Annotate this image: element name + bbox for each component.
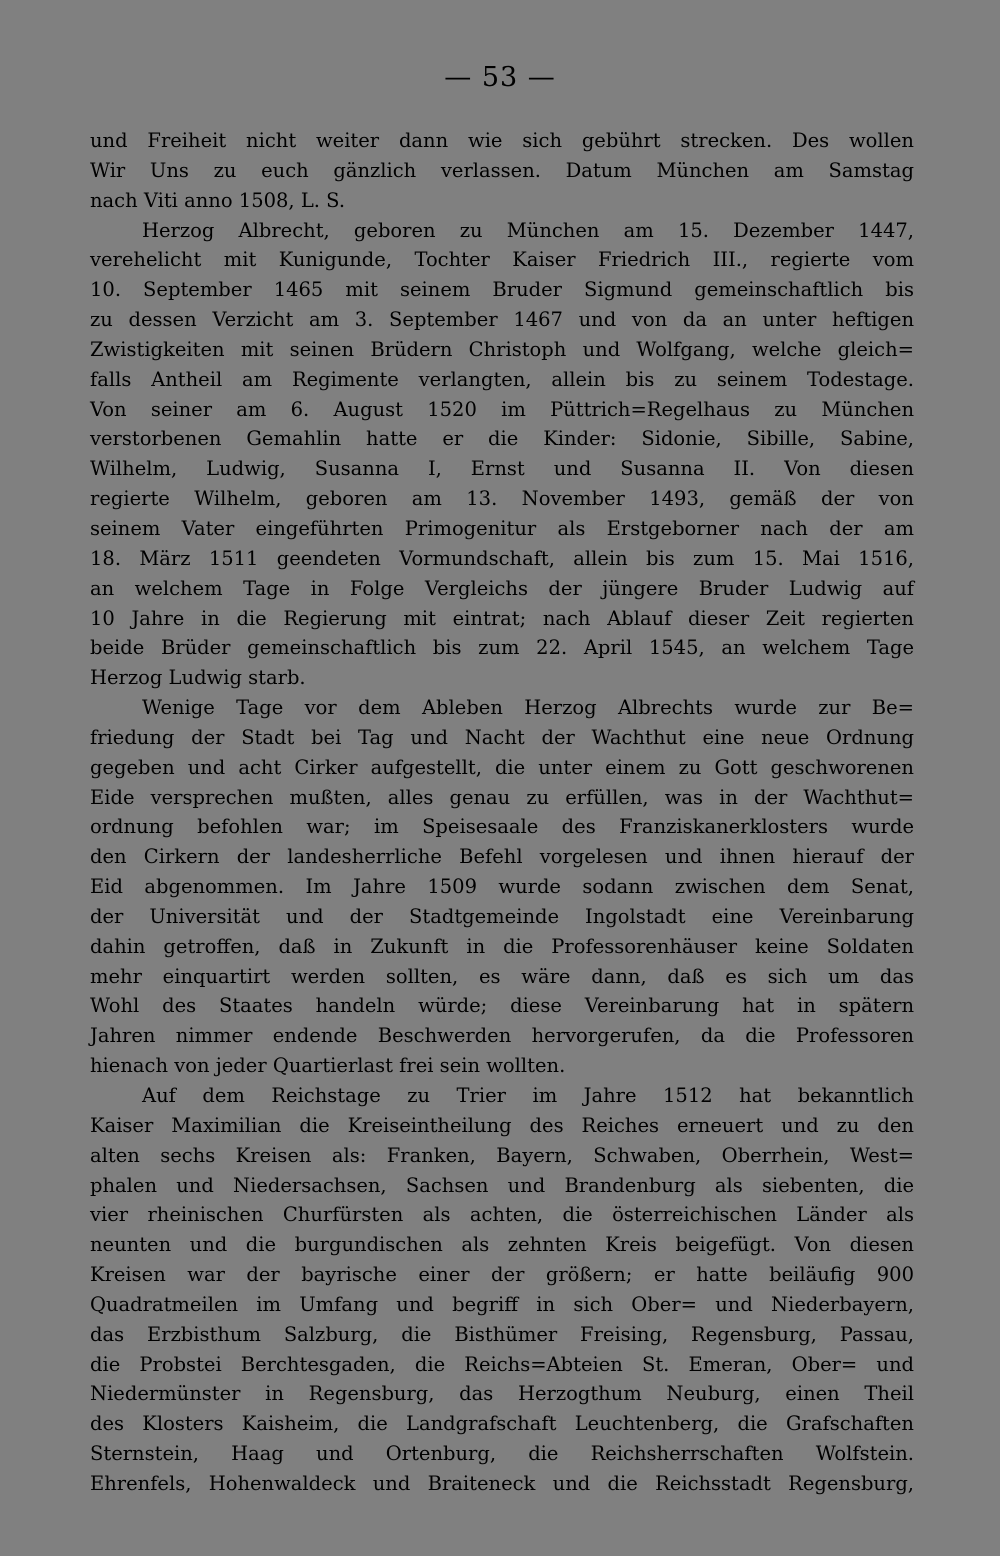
text-line: seinem Vater eingeführten Primogenitur als Erstgeborner nach der am — [90, 516, 914, 540]
text-line: 10. September 1465 mit seinem Bruder Sigmund gemeinschaftlich bis — [90, 278, 914, 302]
text-line: Jahren nimmer endende Beschwerden hervorgerufen, da die Professoren — [90, 1024, 914, 1048]
text-line: Wohl des Staates handeln würde; diese Vereinbarung hat in spätern — [90, 994, 914, 1018]
text-line: hienach von jeder Quartierlast frei sein wollten. — [90, 1054, 566, 1078]
text-line: Niedermünster in Regensburg, das Herzogthum Neuburg, einen Theil — [90, 1382, 914, 1406]
text-line: 10 Jahre in die Regierung mit eintrat; nach Ablauf dieser Zeit regierten — [90, 606, 914, 630]
text-line: Eid abgenommen. Im Jahre 1509 wurde sodann zwischen dem Senat, — [90, 875, 914, 899]
text-line: zu dessen Verzicht am 3. September 1467 und von da an unter heftigen — [90, 308, 914, 332]
text-line: neunten und die burgundischen als zehnten Kreis beigefügt. Von diesen — [90, 1233, 914, 1257]
text-line: Wir Uns zu euch gänzlich verlassen. Datum München am Samstag — [90, 158, 914, 182]
text-line: gegeben und acht Cirker aufgestellt, die unter einem zu Gott geschworenen — [90, 755, 914, 779]
text-line: Zwistigkeiten mit seinen Brüdern Christoph und Wolfgang, welche gleich= — [90, 337, 914, 361]
text-line: Quadratmeilen im Umfang und begriff in sich Ober= und Niederbayern, — [90, 1292, 914, 1316]
text-line: falls Antheil am Regimente verlangten, allein bis zu seinem Todestage. — [90, 367, 914, 391]
text-line: Herzog Albrecht, geboren zu München am 15. Dezember 1447, — [142, 218, 914, 242]
text-line: nach Viti anno 1508, L. S. — [90, 188, 346, 212]
page-number-header: — 53 — — [444, 62, 556, 93]
text-line: verstorbenen Gemahlin hatte er die Kinder: Sidonie, Sibille, Sabine, — [90, 427, 914, 451]
text-line: Eide versprechen mußten, alles genau zu erfüllen, was in der Wachthut= — [90, 785, 914, 809]
text-line: 18. März 1511 geendeten Vormundschaft, allein bis zum 15. Mai 1516, — [90, 546, 914, 570]
text-line: die Probstei Berchtesgaden, die Reichs=Abteien St. Emeran, Ober= und — [90, 1352, 914, 1376]
text-line: Von seiner am 6. August 1520 im Püttrich=Regelhaus zu München — [90, 397, 914, 421]
text-line: und Freiheit nicht weiter dann wie sich gebührt strecken. Des wollen — [90, 129, 914, 152]
text-line: Wilhelm, Ludwig, Susanna I, Ernst und Susanna II. Von diesen — [90, 457, 914, 481]
text-line: den Cirkern der landesherrliche Befehl vorgelesen und ihnen hierauf der — [90, 845, 914, 869]
text-line: verehelicht mit Kunigunde, Tochter Kaiser Friedrich III., regierte vom — [90, 248, 914, 272]
text-line: Kaiser Maximilian die Kreiseintheilung des Reiches erneuert und zu den — [90, 1113, 914, 1137]
text-line: friedung der Stadt bei Tag und Nacht der Wachthut eine neue Ordnung — [90, 725, 914, 749]
text-line: vier rheinischen Churfürsten als achten, die österreichischen Länder als — [90, 1203, 914, 1227]
text-line: der Universität und der Stadtgemeinde Ingolstadt eine Vereinbarung — [90, 904, 914, 928]
text-line: Kreisen war der bayrische einer der größern; er hatte beiläufig 900 — [90, 1263, 914, 1287]
text-line: Sternstein, Haag und Ortenburg, die Reichsherrschaften Wolfstein. — [90, 1442, 914, 1466]
text-line: an welchem Tage in Folge Vergleichs der jüngere Bruder Ludwig auf — [90, 576, 914, 600]
text-line: alten sechs Kreisen als: Franken, Bayern, Schwaben, Oberrhein, West= — [90, 1143, 914, 1167]
text-line: ordnung befohlen war; im Speisesaale des Franziskanerklosters wurde — [90, 815, 914, 839]
text-line: Ehrenfels, Hohenwaldeck und Braiteneck und die Reichsstadt Regensburg, — [90, 1471, 914, 1495]
text-line: das Erzbisthum Salzburg, die Bisthümer Freising, Regensburg, Passau, — [90, 1322, 914, 1346]
text-line: beide Brüder gemeinschaftlich bis zum 22. April 1545, an welchem Tage — [90, 636, 914, 660]
text-line: regierte Wilhelm, geboren am 13. November 1493, gemäß der von — [90, 487, 914, 511]
text-line: Auf dem Reichstage zu Trier im Jahre 1512 hat bekanntlich — [142, 1084, 914, 1107]
text-line: Herzog Ludwig starb. — [90, 666, 306, 690]
text-line: mehr einquartirt werden sollten, es wäre dann, daß es sich um das — [90, 964, 914, 988]
page-body-text — [90, 126, 914, 1499]
text-line: phalen und Niedersachsen, Sachsen und Brandenburg als siebenten, die — [90, 1173, 914, 1197]
text-line: dahin getroffen, daß in Zukunft in die Professorenhäuser keine Soldaten — [90, 934, 914, 958]
text-line: Wenige Tage vor dem Ableben Herzog Albrechts wurde zur Be= — [142, 696, 914, 720]
text-line: des Klosters Kaisheim, die Landgrafschaft Leuchtenberg, die Grafschaften — [90, 1412, 914, 1436]
